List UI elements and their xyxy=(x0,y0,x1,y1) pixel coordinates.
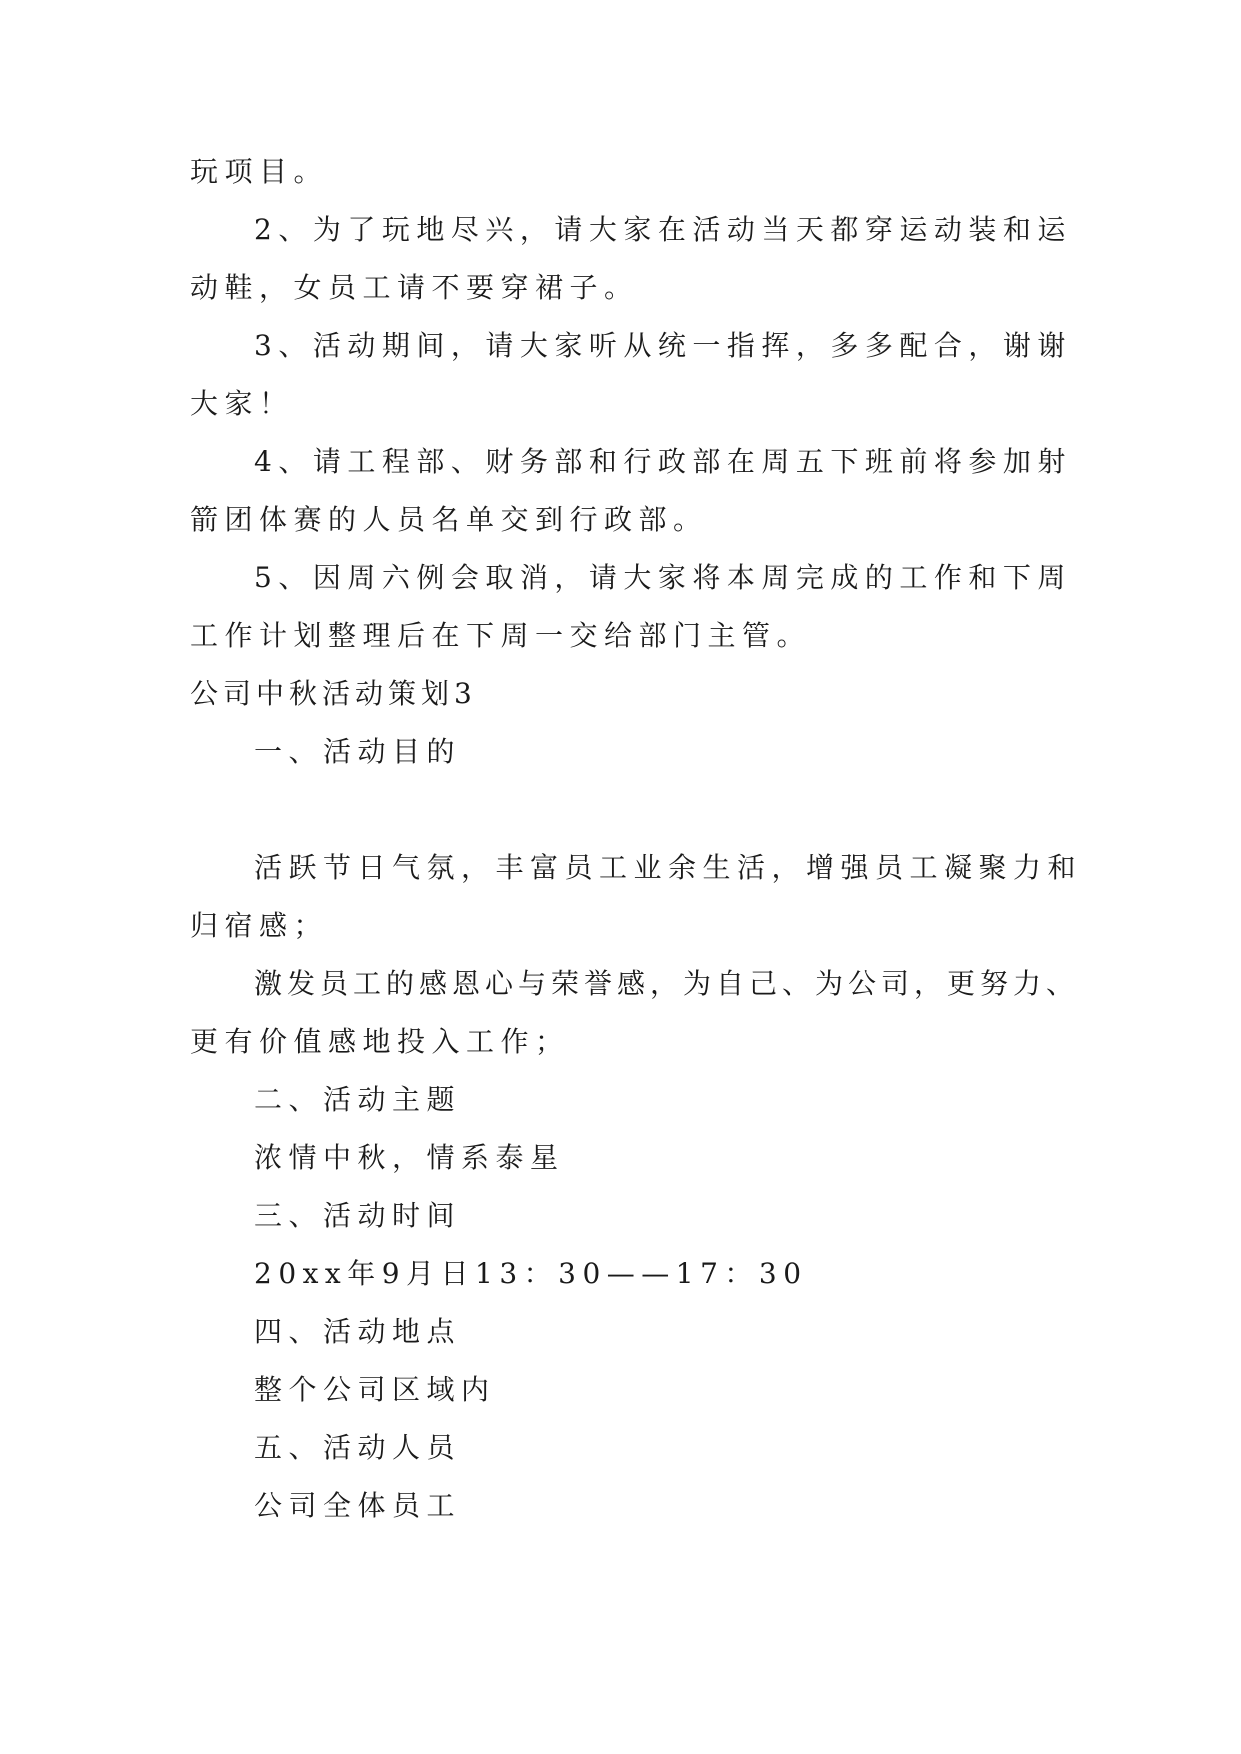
text-line: 三、活动时间 xyxy=(254,1199,462,1232)
text-line: 五、活动人员 xyxy=(254,1431,462,1464)
text-line: 4、请工程部、财务部和行政部在周五下班前将参加射 xyxy=(254,445,1072,478)
text-line: 整个公司区域内 xyxy=(254,1373,496,1406)
text-line: 大家！ xyxy=(190,387,294,420)
text-line: 20xx年9月日13：30——17：30 xyxy=(254,1257,808,1290)
text-line: 更有价值感地投入工作； xyxy=(190,1025,570,1058)
text-line: 玩项目。 xyxy=(190,155,329,188)
text-line: 归宿感； xyxy=(190,909,329,942)
text-line: 浓情中秋，情系泰星 xyxy=(254,1141,565,1174)
text-line: 动鞋，女员工请不要穿裙子。 xyxy=(190,271,639,304)
section-heading: 公司中秋活动策划3 xyxy=(190,677,477,710)
text-line: 5、因周六例会取消，请大家将本周完成的工作和下周 xyxy=(254,561,1072,594)
text-line: 一、活动目的 xyxy=(254,735,462,768)
text-line: 2、为了玩地尽兴，请大家在活动当天都穿运动装和运 xyxy=(254,213,1072,246)
text-line: 四、活动地点 xyxy=(254,1315,462,1348)
text-line: 工作计划整理后在下周一交给部门主管。 xyxy=(190,619,812,652)
text-line: 激发员工的感恩心与荣誉感，为自己、为公司，更努力、 xyxy=(254,967,1080,1000)
text-line: 活跃节日气氛，丰富员工业余生活，增强员工凝聚力和 xyxy=(254,851,1083,884)
text-line: 二、活动主题 xyxy=(254,1083,462,1116)
text-line: 3、活动期间，请大家听从统一指挥，多多配合，谢谢 xyxy=(254,329,1072,362)
text-line: 公司全体员工 xyxy=(254,1489,462,1522)
text-line: 箭团体赛的人员名单交到行政部。 xyxy=(190,503,708,536)
